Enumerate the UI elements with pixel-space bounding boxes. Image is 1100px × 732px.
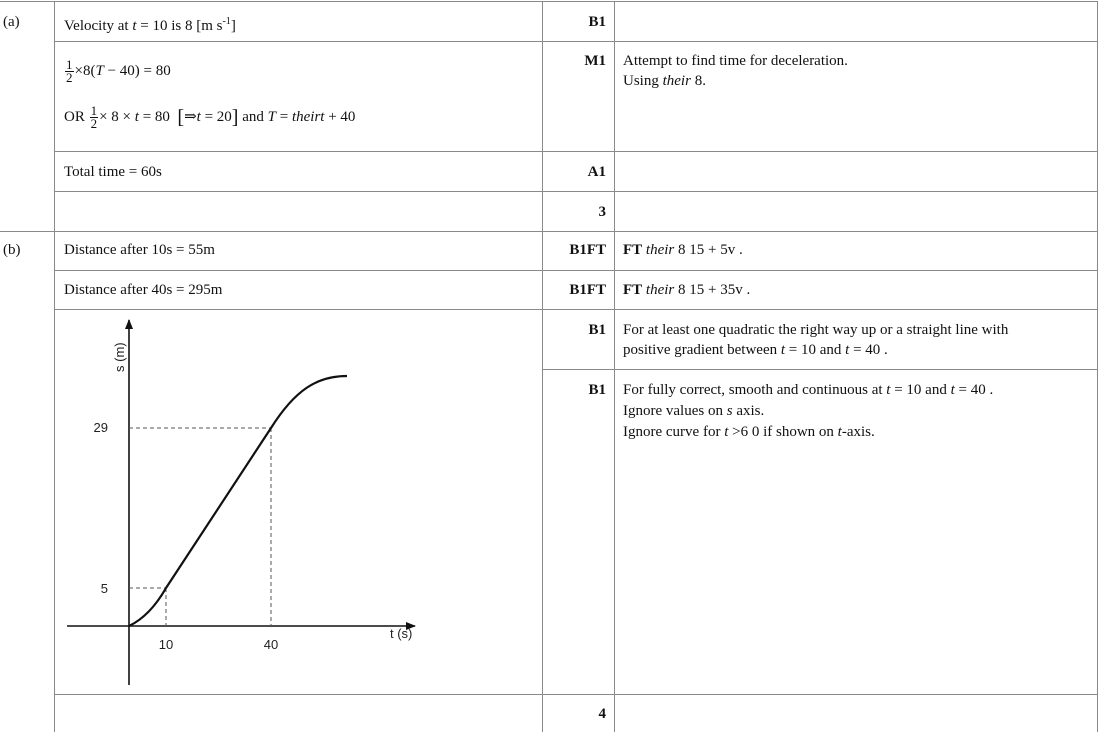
comment-text: = 40 . [849,342,888,358]
answer-a2-line2 [64,104,355,131]
comment-text: Using [623,73,663,89]
var-t: t [837,424,842,440]
row-divider [54,694,1098,695]
mark-a1: B1 [588,14,606,30]
row-divider [54,270,1098,271]
comment-text: = 10 and [785,342,846,358]
x-tick-label-10: 10 [158,637,174,652]
comment-text: >6 0 if shown on [728,424,838,440]
eq-text: and [238,109,268,125]
comment-text: positive gradient between [623,342,781,358]
y-axis-label: s (m) [112,342,127,372]
comment-text: = 10 and [890,382,951,398]
y-tick-label-29: 29 [93,420,108,435]
mark-b3: B1 [588,322,606,338]
answer-a3: Total time = 60s [64,164,162,180]
mark-b4: B1 [588,382,606,398]
unit: ] [230,18,236,34]
y-tick-label-5: 5 [100,581,108,596]
col-divider-answer [542,1,543,732]
answer-b2: Distance after 40s = 295m [64,282,223,298]
var-t: t [780,342,786,358]
eq-text: ×8( [74,63,96,79]
var-t: t [132,18,137,34]
comment-b4-line3 [623,423,875,441]
part-label-b: (b) [3,242,21,258]
comment-b3-line2 [623,341,888,359]
comment-a2-line2 [623,72,706,90]
s-t-curve [129,376,347,626]
row-divider [54,191,1098,192]
answer-a2-line1 [64,58,171,84]
comment-text: axis. [732,403,765,419]
mark-total-a: 3 [598,204,606,220]
answer-text: = 10 is 8 [136,18,197,34]
table-border-top [0,1,1098,2]
comment-text: 8. [690,73,706,89]
implies-symbol: ⇒ [184,109,197,125]
eq-text: + 40 [324,109,356,125]
fraction-half: $\frac{1}{2}$ [66,57,73,86]
comment-text: For fully correct, smooth and continuous at [623,382,887,398]
unit-sup: -1 [222,16,231,27]
var-s: s [726,403,733,419]
mark-b2: B1FT [569,282,606,298]
comment-text: 8 15 + 5v [674,242,736,258]
their-text: their [291,109,321,125]
comment-b3-line1: For at least one quadratic the right way up or a straight line with [623,322,1009,338]
row-divider [542,369,1098,370]
eq-text: × 8 × [99,109,135,125]
var-T: T [95,63,104,79]
s-t-graph [55,310,541,694]
ft-label: FT [623,282,643,298]
mark-a3: A1 [587,164,606,180]
eq-text: = 80 [138,109,174,125]
col-divider-right [1097,1,1098,732]
comment-text: = 40 . [954,382,994,398]
unit: [m s [196,18,223,34]
comment-text: 8 15 + 35v [674,282,743,298]
var-t: t [134,109,139,125]
answer-a1 [64,13,236,35]
comment-text: Ignore curve for [623,424,725,440]
answer-b1: Distance after 10s = 55m [64,242,215,258]
var-t: t [886,382,891,398]
var-t: t [845,342,850,358]
var-t: t [724,424,729,440]
answer-text: Velocity at [64,18,133,34]
comment-text: . [742,282,751,298]
row-divider [54,151,1098,152]
var-T: T [267,109,276,125]
eq-text: = [275,109,292,125]
mark-b1: B1FT [569,242,606,258]
their-text: their [645,242,675,258]
col-divider-mark [614,1,615,732]
ft-label: FT [623,242,643,258]
bracket: ] [231,106,239,129]
comment-text: . [735,242,743,258]
bracket: [ [177,106,185,129]
fraction-half: $\frac{1}{2}$ [90,103,98,132]
mark-a2: M1 [584,53,606,69]
comment-text: -axis. [841,424,875,440]
x-axis-label: t (s) [390,626,413,641]
their-text: their [662,73,691,89]
row-divider [54,41,1098,42]
comment-b2 [623,281,750,299]
var-t: t [320,109,325,125]
part-label-a: (a) [3,14,20,30]
their-text: their [645,282,675,298]
eq-text: − 40) = 80 [103,63,171,79]
or-text: OR [64,109,89,125]
var-t: t [950,382,955,398]
comment-text: Ignore values on [623,403,727,419]
mark-total-b: 4 [598,706,606,722]
comment-b4-line2 [623,402,764,420]
comment-a2-line1: Attempt to find time for deceleration. [623,53,848,69]
var-t: t [196,109,201,125]
part-divider [0,231,1098,232]
x-tick-label-40: 40 [263,637,279,652]
comment-b4-line1 [623,381,993,399]
eq-text: = 20 [200,109,232,125]
comment-b1 [623,241,743,259]
